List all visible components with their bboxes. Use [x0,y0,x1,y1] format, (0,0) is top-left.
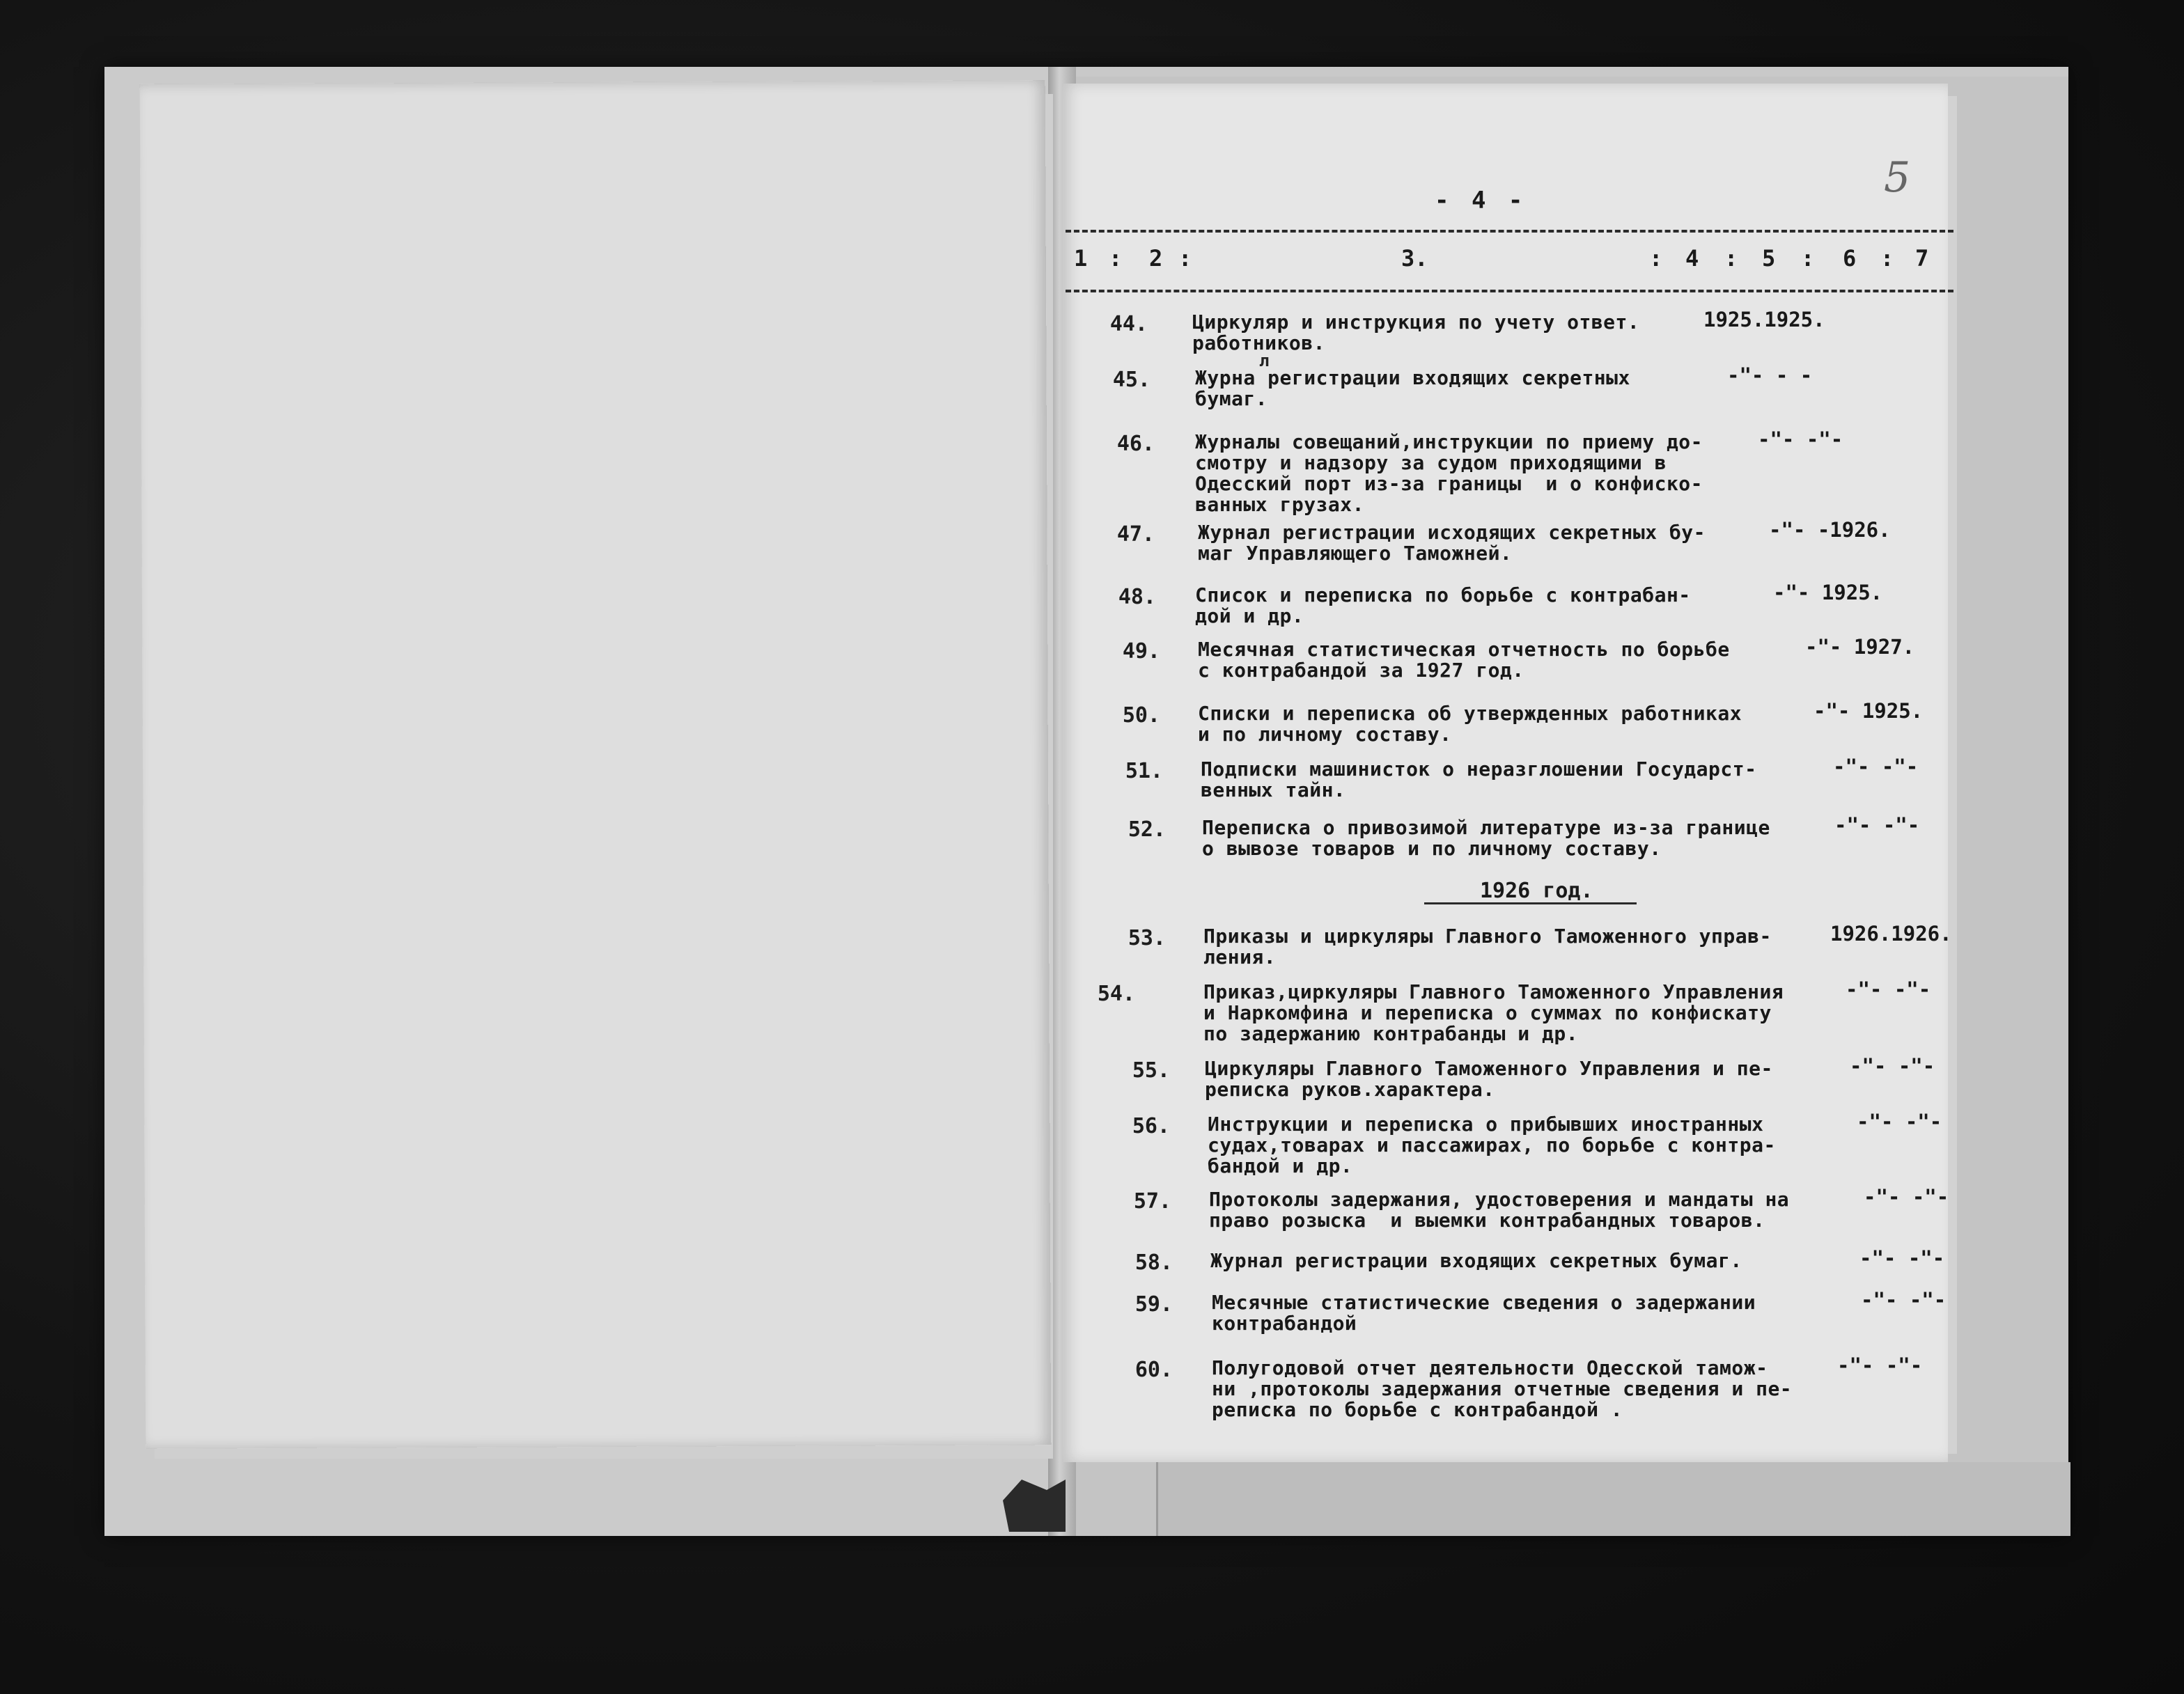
entry-number: 59. [1134,1292,1173,1317]
entry-title: Журналы совещаний,инструкции по приему до- смотру и надзору за судом приходящими в Одесский порт из-за границы и о конфиско- ванных грузах. [1195,430,1703,516]
column-header-5: 5 [1762,245,1776,272]
entry-dates: -"- 1927. [1805,635,1915,659]
entry-number: 51. [1125,759,1163,783]
column-header-2: 2 [1149,245,1163,272]
page-number: - 4 - [1435,187,1527,214]
column-header-1: 1 [1074,245,1088,272]
entry-number: 48. [1118,585,1156,609]
header-rule-bottom [1066,290,1953,292]
column-separator: : [1178,245,1192,272]
entry-number: 46. [1116,432,1155,456]
entry-number: 44. [1109,312,1148,336]
column-separator: : [1880,245,1894,272]
entry-dates: -"- -"- [1861,1288,1947,1312]
entry-number: 54. [1097,982,1135,1006]
entry-number: 45. [1112,368,1150,392]
entry-number: 57. [1133,1189,1171,1214]
entry-number: 56. [1132,1114,1170,1138]
entry-dates: -"- -1926. [1769,518,1891,542]
entry-title: Приказ,циркуляры Главного Таможенного Управления и Наркомфина и переписка о суммах по конфискату по задержанию контрабанды и др. [1203,980,1784,1045]
entry-dates: -"- -"- [1837,1354,1923,1377]
entry-title: Циркуляры Главного Таможенного Управления и пе- реписка руков.характера. [1205,1057,1773,1101]
section-heading-underline [1424,902,1637,904]
entry-title: Приказы и циркуляры Главного Таможенного управ- ления. [1203,925,1772,968]
section-heading-1926: 1926 год. [1480,879,1593,903]
entry-title: Список и переписка по борьбе с контрабан- дой и др. [1195,583,1691,627]
column-header-7: 7 [1915,245,1929,272]
entry-number: 53. [1128,926,1166,950]
entry-number: 49. [1122,639,1160,664]
entry-dates: -"- -"- [1846,978,1931,1001]
column-separator: : [1724,245,1738,272]
entry-dates: -"- 1925. [1814,699,1924,723]
column-separator: : [1649,245,1663,272]
column-separator: : [1801,245,1815,272]
entry-number: 58. [1134,1250,1173,1275]
entry-title: Месячные статистические сведения о задержании контрабандой [1212,1291,1756,1335]
entry-dates: -"- -"- [1758,428,1843,451]
entry-number: 60. [1134,1358,1173,1382]
entry-dates: -"- -"- [1857,1110,1942,1134]
entry-number: 50. [1122,703,1160,728]
entry-dates: -"- -"- [1859,1246,1945,1270]
entry-title: Журнал регистрации исходящих секретных бу- маг Управляющего Таможней. [1198,521,1706,565]
entry-title: Месячная статистическая отчетность по борьбе с контрабандой за 1927 год. [1198,638,1730,682]
entry-number: 47. [1116,522,1155,547]
entry-title: Переписка о привозимой литературе из-за границе о вывозе товаров и по личному составу. [1202,816,1770,860]
entry-number: 52. [1128,817,1166,842]
entry-dates: -"- -"- [1850,1054,1935,1078]
column-header-6: 6 [1843,245,1857,272]
column-header-4: 4 [1685,245,1699,272]
entry-dates: 1925.1925. [1703,308,1825,331]
entry-title: Подписки машинисток о неразглошении Государст- венных тайн. [1201,758,1757,801]
entry-dates: 1926.1926. [1830,922,1952,946]
folder-cover-strip [1156,1462,2070,1536]
handwritten-folio-number: 5 [1884,153,1911,202]
entry-title: Журнал регистрации входящих секретных бумаг. [1210,1249,1742,1272]
column-separator: : [1109,245,1123,272]
handwritten-insert-mark: л [1259,351,1270,370]
entry-title: Инструкции и переписка о прибывших иностранных судах,товарах и пассажирах, по борьбе с контра- бандой и др. [1208,1113,1776,1177]
entry-dates: -"- 1925. [1773,581,1883,604]
left-page-blank [140,80,1052,1449]
entry-title: Полугодовой отчет деятельности Одесской тамож- ни ,протоколы задержания отчетные сведения и пе- реписка по борьбе с контрабандой . [1212,1356,1793,1421]
entry-title: Журна регистрации входящих секретных бумаг. [1195,366,1630,410]
column-header-3: 3. [1401,245,1428,272]
header-rule-top [1066,230,1953,233]
entry-dates: -"- -"- [1834,813,1920,837]
entry-dates: -"- - - [1727,363,1813,387]
entry-dates: -"- -"- [1864,1185,1949,1209]
entry-title: Циркуляр и инструкция по учету ответ. работников. [1192,311,1640,354]
entry-title: Протоколы задержания, удостоверения и мандаты на право розыска и выемки контрабандных товаров. [1209,1188,1790,1232]
entry-number: 55. [1132,1058,1170,1083]
entry-title: Списки и переписка об утвержденных работниках и по личному составу. [1198,702,1742,746]
entry-dates: -"- -"- [1833,755,1919,778]
